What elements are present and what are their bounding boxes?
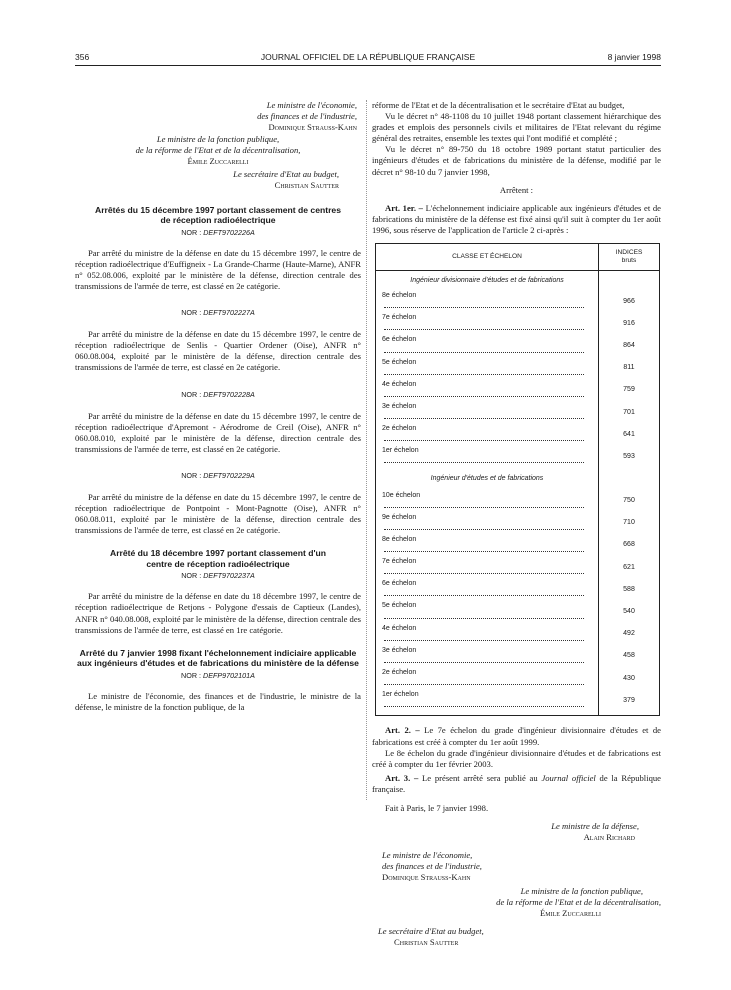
indice-value: 916 (599, 312, 660, 334)
signatory-title: Le secrétaire d'Etat au budget, (378, 925, 484, 936)
table-row (376, 312, 659, 334)
paragraph: Par arrêté du ministre de la défense en date du 15 décembre 1997, le centre de réception radioélectrique de Pontpoint - Mont-Pagnotte (Oise), ANFR n° 060.08.011, exploité par le ministère de la défense, direction centrale des transmissions de l'armée de terre, est classé en 2e catégorie. (75, 492, 361, 536)
echelon-label: 4e échelon (382, 380, 417, 388)
signatory-title: de la réforme de l'Etat et de la décentralisation, (496, 896, 661, 907)
page-header (75, 52, 661, 66)
indice-value: 864 (599, 334, 660, 356)
article-label: Art. 2. – (385, 725, 420, 736)
table-header (376, 244, 659, 271)
dot-leader (384, 568, 584, 574)
dot-leader (384, 502, 584, 508)
nor-reference: NOR : DEFT9702237A (181, 571, 255, 581)
signatory-title: Le secrétaire d'Etat au budget, (233, 168, 339, 179)
signatory-name: Christian Sautter (274, 179, 339, 190)
indice-value: 668 (599, 534, 660, 556)
echelon-label: 7e échelon (382, 314, 417, 322)
paragraph: Vu le décret n° 48-1108 du 10 juillet 1948 portant classement hiérarchique des grades et emplois des personnels civils et militaires de l'Etat relevant du régime général des retraites, ensemble les textes qui l'ont modifié et complété ; (372, 111, 661, 144)
left-column (75, 100, 361, 713)
paragraph: réforme de l'Etat et de la décentralisation et le secrétaire d'Etat au budget, (372, 100, 625, 110)
echelon-label: 3e échelon (382, 646, 417, 654)
dot-leader (384, 613, 584, 619)
signatory-name: Alain Richard (583, 832, 635, 843)
dot-leader (384, 413, 584, 419)
indice-value: 430 (599, 667, 660, 689)
signatory-title: Le ministre de l'économie, (382, 850, 473, 861)
table-row (376, 334, 659, 356)
issue-date: 8 janvier 1998 (607, 52, 661, 62)
table-row (376, 357, 659, 379)
group-heading: Ingénieur divisionnaire d'études et de fabrications (376, 271, 659, 291)
signatory-name: Émile Zuccarelli (187, 156, 249, 167)
dot-leader (384, 435, 584, 441)
indice-value: 759 (599, 379, 660, 401)
column-header: INDICES bruts (599, 244, 660, 271)
nor-reference: NOR : DEFT9702227A (181, 308, 255, 318)
dot-leader (384, 302, 584, 308)
nor-reference: NOR : DEFT9702228A (181, 389, 255, 399)
signatory-name: Émile Zuccarelli (540, 907, 601, 918)
signature-block (372, 886, 661, 919)
indice-value: 641 (599, 423, 660, 445)
dot-leader (384, 324, 584, 330)
table-row (376, 556, 659, 578)
signatory-name: Christian Sautter (394, 936, 459, 947)
indices-table (375, 243, 660, 716)
indice-value: 379 (599, 689, 660, 711)
echelon-label: 4e échelon (382, 624, 417, 632)
echelon-label: 6e échelon (382, 580, 417, 588)
column-separator (366, 100, 367, 800)
echelon-label: 2e échelon (382, 425, 417, 433)
indice-value: 593 (599, 445, 660, 467)
signature-block (372, 926, 661, 948)
dot-leader (384, 457, 584, 463)
nor-reference: NOR : DEFT9702229A (181, 470, 255, 480)
signatory-title: Le ministre de la fonction publique, (156, 134, 280, 145)
indice-value: 701 (599, 401, 660, 423)
column-header: CLASSE ET ÉCHELON (376, 244, 599, 271)
echelon-label: 9e échelon (382, 513, 417, 521)
paragraph: Par arrêté du ministre de la défense en date du 15 décembre 1997, le centre de réception radioélectrique de Senlis - Quartier Ordener (Oise), ANFR n° 060.08.004, exploité par le ministère de la défense, direction centrale des transmissions de l'armée de terre, est classé en 2e catégorie. (75, 329, 361, 373)
dot-leader (384, 369, 584, 375)
nor-reference: NOR : DEFT9702226A (181, 227, 255, 237)
indice-value: 811 (599, 357, 660, 379)
table-row (376, 379, 659, 401)
paragraph: Le ministre de l'économie, des finances et de l'industrie, le ministre de la défense, le ministre de la fonction publique, de la (75, 690, 361, 712)
signatory-title: des finances et de l'industrie, (257, 111, 357, 122)
signature-block (75, 100, 361, 133)
signatory-title: de la réforme de l'Etat et de la décentralisation, (135, 145, 301, 156)
paragraph: Le 8e échelon du grade d'ingénieur divisionnaire d'études et de fabrications est créé à compter du 1er février 2003. (372, 747, 661, 769)
paragraph: Par arrêté du ministre de la défense en date du 18 décembre 1997, le centre de réception radioélectrique de Retjons - Polygone d'essais de Captieux (Landes), ANFR n° 040.08.008, exploité par le ministère de la défense, direction centrale des transmissions de l'armée de terre, est classé en 1re catégorie. (75, 591, 361, 635)
signatory-title: Le ministre de la fonction publique, (520, 885, 643, 896)
table-row (376, 645, 659, 667)
signature-block (372, 850, 661, 883)
indice-value: 492 (599, 623, 660, 645)
nor-reference: NOR : DEFP9702101A (181, 670, 255, 680)
table-row (376, 534, 659, 556)
signatory-name: Dominique Strauss-Kahn (268, 122, 357, 133)
table-row (376, 401, 659, 423)
signature-block (75, 169, 361, 191)
table-row (376, 578, 659, 600)
table-row (376, 623, 659, 645)
signatory-title: Le ministre de l'économie, (266, 100, 357, 110)
table-row (376, 600, 659, 622)
dot-leader (384, 524, 584, 530)
dot-leader (384, 635, 584, 641)
article-1: Art. 1er. – L'échelonnement indiciaire applicable aux ingénieurs d'études et de fabrications du ministère de la défense est fixé ainsi qu'il suit à compter du 1er août 1996, sous réserve de l'application de l'article 2 ci-après : (372, 202, 661, 235)
section-heading: Arrêté du 18 décembre 1997 portant classement d'un centre de réception radioélectrique (109, 548, 326, 569)
indice-value: 710 (599, 512, 660, 534)
echelon-label: 8e échelon (382, 535, 417, 543)
signatory-title: Le ministre de la défense, (551, 821, 639, 832)
group-heading: Ingénieur d'études et de fabrications (376, 468, 659, 490)
echelon-label: 10e échelon (382, 491, 421, 499)
signatory-title: des finances et de l'industrie, (382, 861, 482, 872)
table-row (376, 490, 659, 512)
paragraph: Par arrêté du ministre de la défense en date du 15 décembre 1997, le centre de réception radioélectrique d'Euffigneix - La Grande-Charme (Haute-Marne), ANFR n° 052.08.006, exploité par le ministère de la défense, direction centrale des transmissions de l'armée de terre, est classé en 2e catégorie. (75, 247, 361, 291)
table-row (376, 290, 659, 312)
echelon-label: 7e échelon (382, 558, 417, 566)
dot-leader (384, 391, 584, 397)
dot-leader (384, 347, 584, 353)
echelon-label: 8e échelon (382, 292, 417, 300)
table-row (376, 512, 659, 534)
section-heading: Arrêté du 7 janvier 1998 fixant l'échelonnement indiciaire applicable aux ingénieurs d'études et de fabrications du ministère de la défense (77, 647, 359, 669)
echelon-label: 5e échelon (382, 358, 417, 366)
echelon-label: 2e échelon (382, 669, 417, 677)
fait-a-paris: Fait à Paris, le 7 janvier 1998. (385, 802, 489, 813)
journal-title: JOURNAL OFFICIEL DE LA RÉPUBLIQUE FRANÇAISE (260, 52, 476, 62)
article-2: Art. 2. – Le 7e échelon du grade d'ingénieur divisionnaire d'études et de fabrications est créé à compter du 1er août 1999. (372, 725, 661, 747)
dot-leader (384, 657, 584, 663)
signature-block (75, 134, 361, 167)
echelon-label: 1er échelon (382, 691, 419, 699)
article-label: Art. 3. – (385, 772, 419, 783)
article-3: Art. 3. – Le présent arrêté sera publié au Journal officiel de la République française. (372, 772, 661, 794)
echelon-label: 1er échelon (382, 447, 419, 455)
indice-value: 458 (599, 645, 660, 667)
table-row (376, 667, 659, 689)
dot-leader (384, 701, 584, 707)
arretent: Arrêtent : (499, 184, 534, 195)
indice-value: 750 (599, 490, 660, 512)
indice-value: 540 (599, 600, 660, 622)
dot-leader (384, 679, 584, 685)
indice-value: 588 (599, 578, 660, 600)
page-number: 356 (75, 52, 90, 62)
paragraph: Vu le décret n° 89-750 du 18 octobre 1989 portant statut particulier des ingénieurs d'études et de fabrications du ministère de la défense, modifié par le décret n° 98-10 du 7 janvier 1998, (372, 144, 661, 177)
echelon-label: 3e échelon (382, 402, 417, 410)
paragraph: Par arrêté du ministre de la défense en date du 15 décembre 1997, le centre de réception radioélectrique d'Apremont - Aérodrome de Creil (Oise), ANFR n° 060.08.010, exploité par le ministère de la défense, direction centrale des transmissions de l'armée de terre, est classé en 2e catégorie. (75, 410, 361, 454)
indice-value: 621 (599, 556, 660, 578)
signatory-name: Dominique Strauss-Kahn (382, 872, 471, 883)
echelon-label: 5e échelon (382, 602, 417, 610)
table-row (376, 689, 659, 711)
right-column (372, 100, 661, 948)
section-heading: Arrêtés du 15 décembre 1997 portant classement de centres de réception radioélectrique (95, 204, 341, 226)
echelon-label: 6e échelon (382, 336, 417, 344)
article-label: Art. 1er. – (385, 202, 423, 213)
signature-block (372, 821, 661, 843)
indice-value: 966 (599, 290, 660, 312)
dot-leader (384, 590, 584, 596)
dot-leader (384, 546, 584, 552)
table-row (376, 423, 659, 445)
header-rule (75, 65, 661, 66)
table-row (376, 445, 659, 467)
